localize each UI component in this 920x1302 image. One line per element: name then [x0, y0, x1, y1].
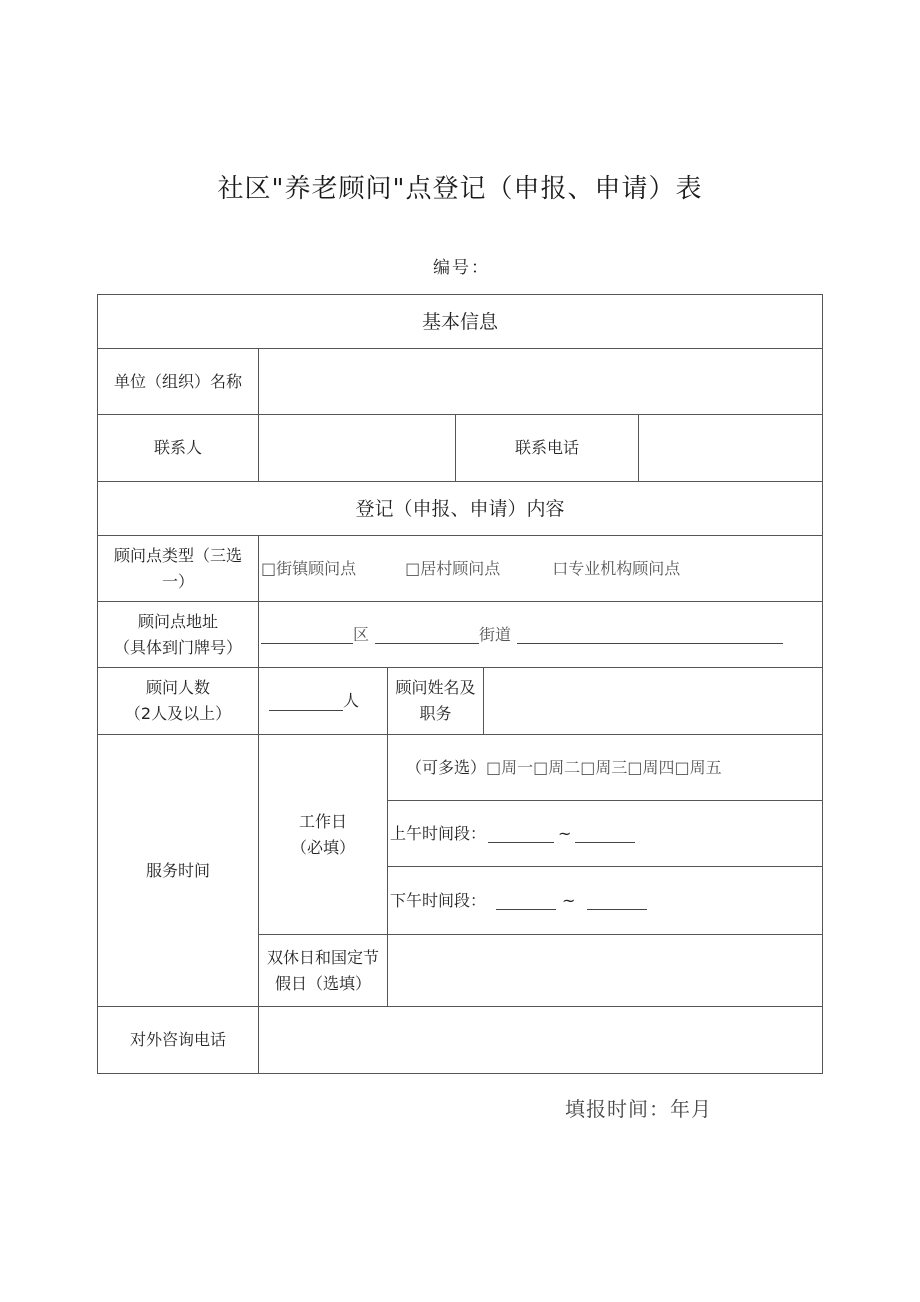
- weekday-prefix: （可多选）: [406, 757, 487, 777]
- consult-phone-label: 对外咨询电话: [129, 1030, 226, 1049]
- afternoon-range-separator: ~: [562, 890, 576, 910]
- type-label-cell: [97, 535, 259, 602]
- holiday-label-cell: [258, 934, 388, 1007]
- address-label-line2: （具体到门牌号）: [113, 637, 242, 657]
- service-time-label-cell: [97, 734, 259, 1007]
- advisor-name-label-line2: 职务: [419, 704, 452, 723]
- type-option-village[interactable]: □居村顾问点: [405, 558, 501, 578]
- weekday-option-wed[interactable]: □周三: [580, 757, 628, 777]
- house-number-blank[interactable]: [517, 625, 783, 644]
- morning-end-blank[interactable]: [575, 824, 635, 843]
- workday-label-cell: [258, 734, 388, 935]
- street-suffix: 街道: [479, 624, 512, 644]
- consult-phone-field[interactable]: [258, 1006, 823, 1074]
- type-label: 顾问点类型（三选一）: [113, 545, 242, 591]
- phone-label-cell: [455, 414, 639, 482]
- service-time-label: 服务时间: [145, 860, 210, 880]
- afternoon-label: 下午时间段：: [390, 890, 487, 910]
- consult-phone-label-cell: [97, 1006, 259, 1074]
- phone-label: 联系电话: [514, 438, 579, 457]
- workday-label-line2: （必填）: [290, 837, 355, 857]
- type-option-institution[interactable]: 口专业机构顾问点: [552, 558, 681, 578]
- registration-header: [97, 481, 823, 536]
- advisor-name-label-cell: [387, 667, 484, 735]
- serial-number-label: 编号：: [433, 258, 490, 278]
- advisor-name-label-line1: 顾问姓名及: [395, 678, 476, 697]
- weekday-option-mon[interactable]: □周一: [486, 757, 534, 777]
- morning-range-separator: ~: [558, 823, 572, 843]
- afternoon-time-cell: [387, 866, 823, 935]
- contact-label: 联系人: [153, 438, 202, 457]
- count-field-cell: [258, 667, 388, 735]
- district-blank[interactable]: [261, 625, 353, 644]
- morning-time-cell: [387, 800, 823, 867]
- count-blank[interactable]: [269, 692, 343, 711]
- workday-label-line1: 工作日: [298, 811, 347, 831]
- count-label-line2: （2人及以上）: [124, 704, 232, 723]
- morning-label: 上午时间段：: [390, 823, 487, 843]
- weekday-options-cell: [387, 734, 823, 801]
- unit-name-label-cell: [97, 348, 259, 415]
- unit-name-label: 单位（组织）名称: [113, 371, 242, 391]
- fill-time-label: 填报时间：年月: [565, 1097, 712, 1121]
- contact-label-cell: [97, 414, 259, 482]
- weekday-option-thu[interactable]: □周四: [627, 757, 675, 777]
- district-suffix: 区: [353, 624, 370, 644]
- basic-info-title: 基本信息: [421, 310, 498, 333]
- address-field-cell: [258, 601, 823, 668]
- count-label-line1: 顾问人数: [145, 678, 210, 697]
- count-suffix: 人: [343, 691, 360, 710]
- phone-field[interactable]: [638, 414, 823, 482]
- type-option-subdistrict[interactable]: □街镇顾问点: [261, 558, 357, 578]
- address-label-line1: 顾问点地址: [137, 611, 218, 631]
- afternoon-end-blank[interactable]: [587, 891, 647, 910]
- advisor-name-field[interactable]: [483, 667, 823, 735]
- document-title: 社区"养老顾问"点登记（申报、申请）表: [217, 174, 703, 204]
- holiday-label-line1: 双休日和国定节: [266, 947, 379, 967]
- basic-info-header: [97, 294, 823, 349]
- contact-field[interactable]: [258, 414, 456, 482]
- afternoon-start-blank[interactable]: [496, 891, 556, 910]
- registration-title: 登记（申报、申请）内容: [355, 497, 565, 520]
- weekday-option-fri[interactable]: □周五: [674, 757, 722, 777]
- weekday-option-tue[interactable]: □周二: [533, 757, 581, 777]
- address-label-cell: [97, 601, 259, 668]
- morning-start-blank[interactable]: [488, 824, 554, 843]
- holiday-label-line2: 假日（选填）: [274, 973, 371, 993]
- street-blank[interactable]: [375, 625, 479, 644]
- count-label-cell: [97, 667, 259, 735]
- holiday-field[interactable]: [387, 934, 823, 1007]
- unit-name-field[interactable]: [258, 348, 823, 415]
- type-options-cell: [258, 535, 823, 602]
